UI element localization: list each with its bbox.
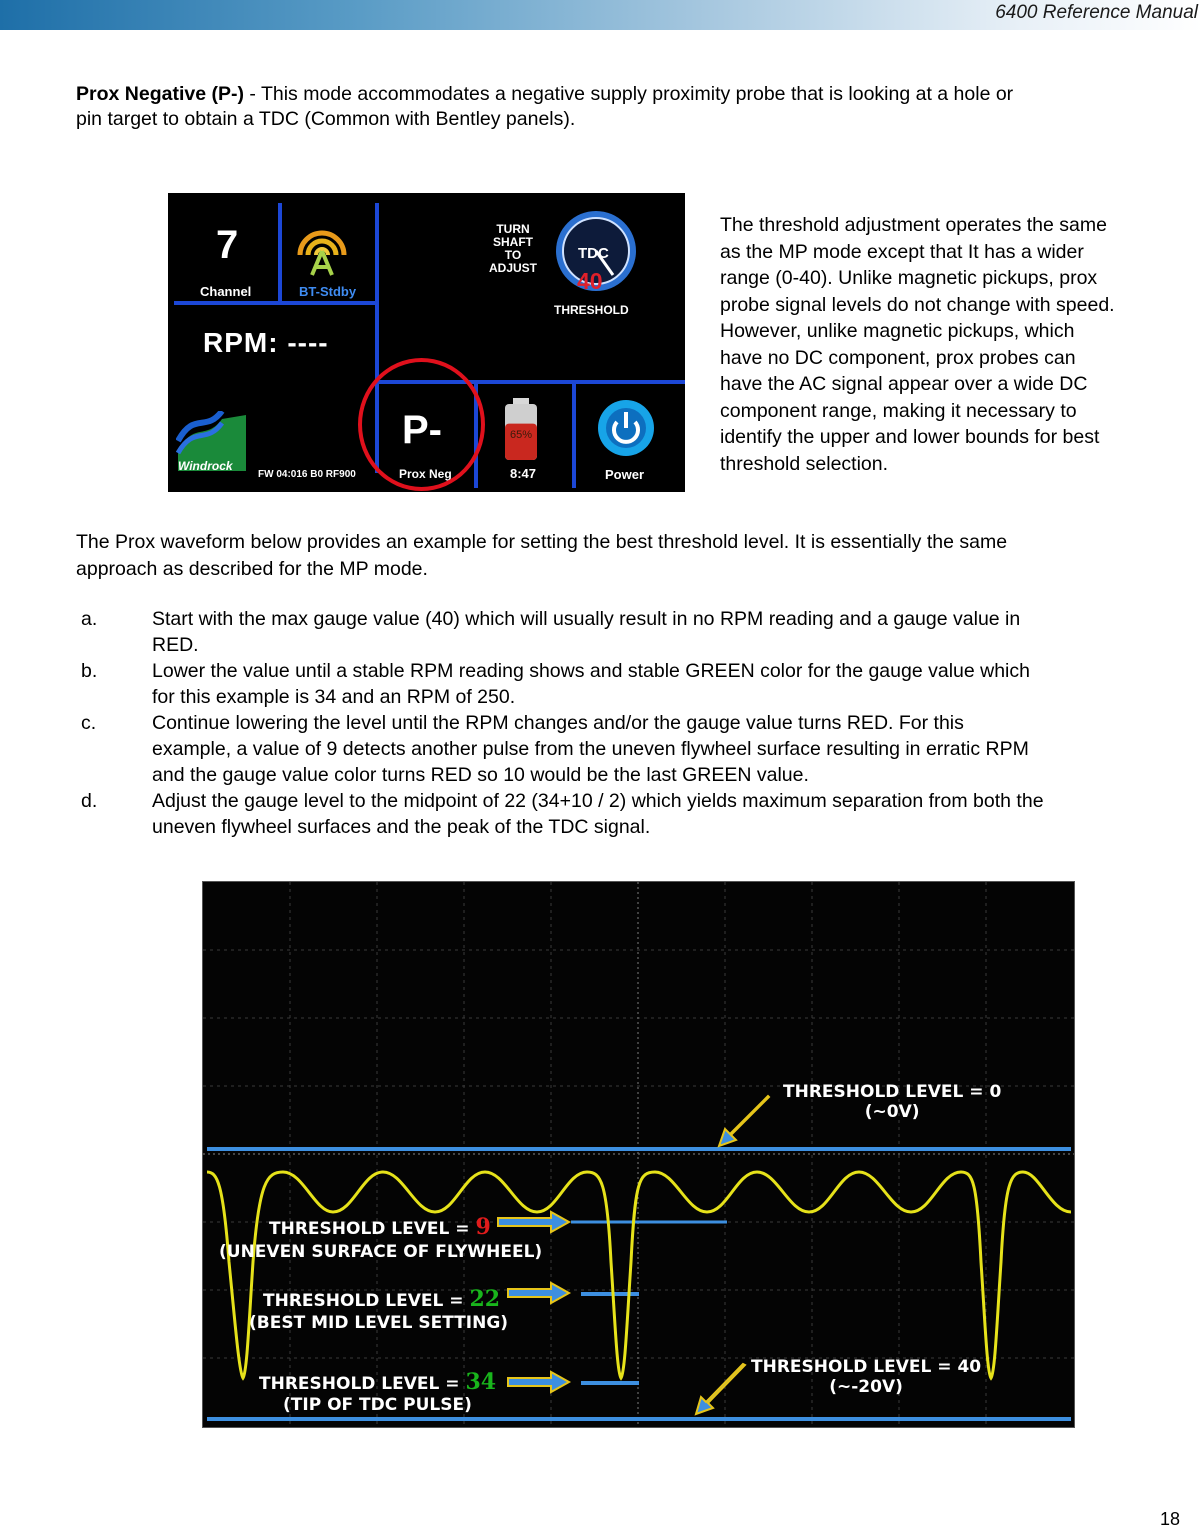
list-item: d. Adjust the gauge level to the midpoint of 22 (34+10 / 2) which yields maximum separation from both the uneven flywheel surfaces and the peak of the TDC signal. (81, 790, 1044, 838)
side-paragraph: The threshold adjustment operates the same as the MP mode except that It has a wider range (0-40). Unlike magnetic pickups, prox probe signal levels do not change with speed. However, unlike magnetic pickups, which have no DC component, prox probes can have the AC signal appear over a wide DC component range, making it necessary to identify the upper and lower bounds for best threshold selection. (720, 214, 1115, 475)
threshold-22-sub: (BEST MID LEVEL SETTING) (249, 1313, 509, 1333)
power-label: Power (605, 467, 645, 482)
page-number: 18 (1159, 1509, 1180, 1529)
step-list (76, 606, 1200, 840)
tdc-label: TDC (578, 245, 609, 262)
turn-shaft-instruction: TURN SHAFT TO ADJUST (488, 222, 537, 275)
prox-waveform-scope (202, 881, 1075, 1428)
highlight-circle (358, 358, 485, 491)
clock-time: 8:47 (510, 466, 537, 481)
list-item: a. Start with the max gauge value (40) which will usually result in no RPM reading and a gauge value in RED. (81, 608, 1021, 656)
mode-value: P- (402, 408, 442, 452)
body-paragraph: The Prox waveform below provides an example for setting the best threshold level. It is essentially the same approach as described for the MP mode. (76, 531, 1008, 580)
threshold-22-label: THRESHOLD LEVEL = 22 (263, 1286, 501, 1312)
battery-percent: 65% (510, 429, 533, 441)
windrock-brand: Windrock (178, 459, 233, 473)
firmware-text: FW 04:016 B0 RF900 (258, 469, 356, 480)
threshold-value: 40 (577, 268, 603, 294)
intro-line2: pin target to obtain a TDC (Common with Bentley panels). (76, 108, 576, 130)
bt-status-label: BT-Stdby (299, 284, 357, 299)
channel-value: 7 (216, 223, 239, 267)
list-item: c. Continue lowering the level until the RPM changes and/or the gauge value turns RED. For this example, a value of 9 detects another pulse from the uneven flywheel surface resulting in erratic RPM and the gauge value color turns RED so 10 would be the last GREEN value. (81, 712, 1029, 786)
threshold-0-label: THRESHOLD LEVEL = 0 (~0V) (783, 1082, 1002, 1122)
power-icon[interactable] (593, 398, 659, 458)
bluetooth-antenna-icon (292, 215, 352, 277)
rpm-readout: RPM: ---- (203, 327, 329, 358)
threshold-40-label: THRESHOLD LEVEL = 40 (~-20V) (751, 1357, 982, 1397)
intro-paragraph (76, 82, 1186, 132)
threshold-label: THRESHOLD (554, 303, 629, 317)
threshold-34-sub: (TIP OF TDC PULSE) (283, 1395, 472, 1415)
scope-grid-and-trace (203, 882, 1074, 1427)
mode-term: Prox Negative (P-) (76, 83, 244, 105)
threshold-9-sub: (UNEVEN SURFACE OF FLYWHEEL) (219, 1242, 543, 1262)
mode-label: Prox Neg (399, 467, 452, 481)
channel-label: Channel (200, 284, 252, 299)
document-title: 6400 Reference Manual (995, 2, 1198, 23)
list-item: b. Lower the value until a stable RPM reading shows and stable GREEN color for the gauge value which for this example is 34 and an RPM of 250. (81, 660, 1030, 708)
threshold-34-label: THRESHOLD LEVEL = 34 (259, 1369, 497, 1395)
intro-line1: - This mode accommodates a negative supply proximity probe that is looking at a hole or (243, 83, 1014, 105)
threshold-9-label: THRESHOLD LEVEL = 9 (269, 1214, 491, 1240)
